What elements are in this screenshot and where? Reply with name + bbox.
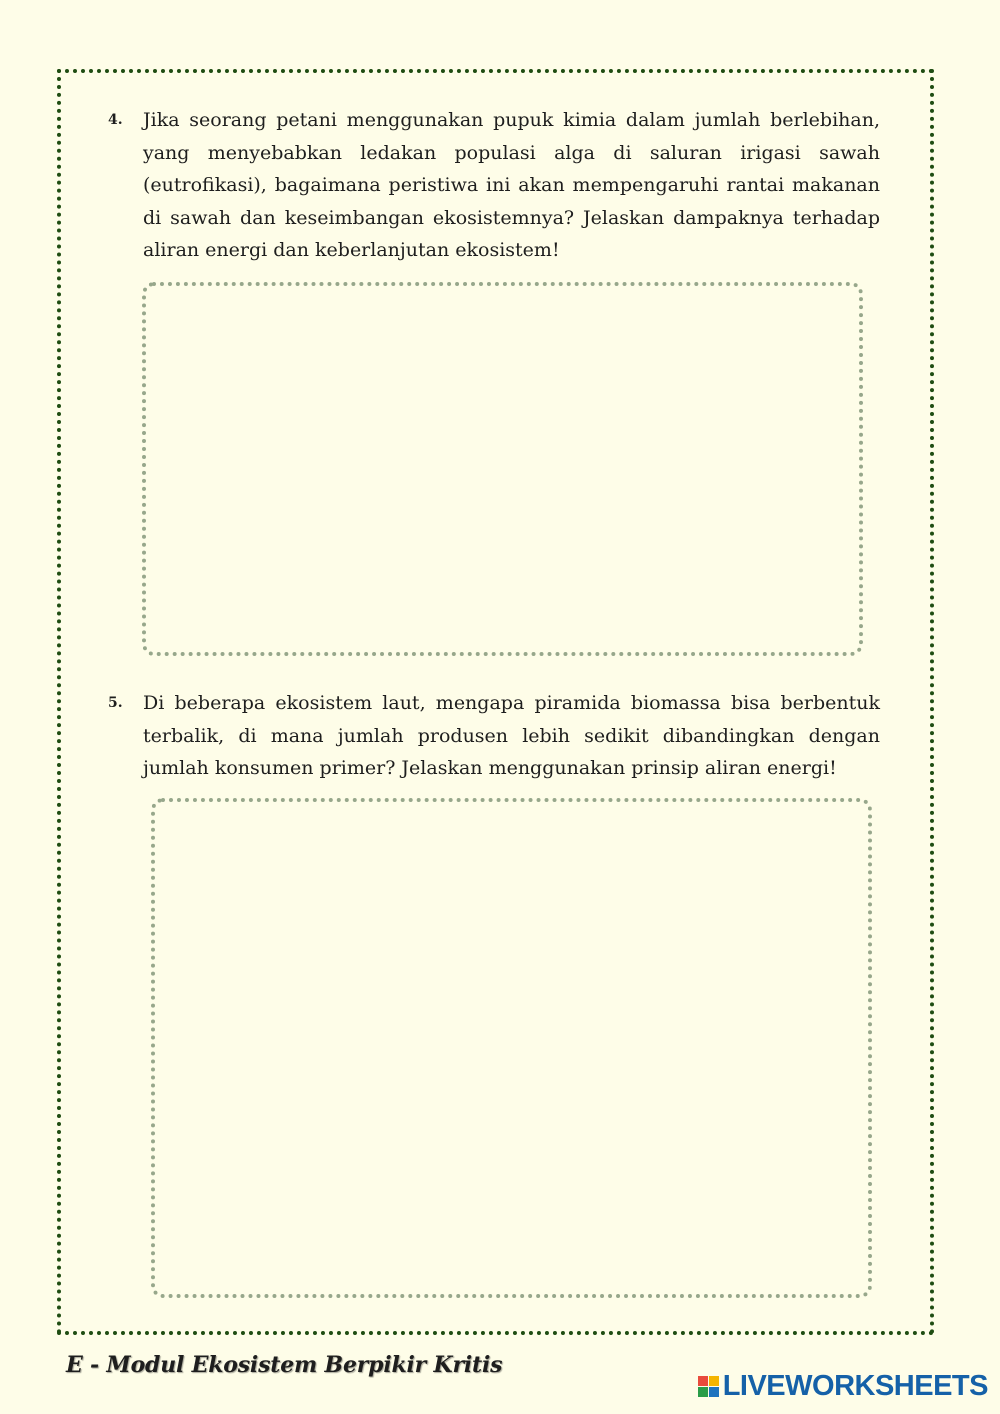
logo-square-green [698,1387,708,1397]
brand-name: LIVEWORKSHEETS [722,1370,988,1402]
question-4 [108,104,880,267]
question-5 [108,687,880,785]
question-text: Jika seorang petani menggunakan pupuk kimia dalam jumlah berlebihan, yang menyebabkan ledakan populasi alga di saluran irigasi sawah (eutrofikasi), bagaimana peristiwa ini akan mempengaruhi rantai makanan di sawah dan keseimbangan ekosistemnya? Jelaskan dampaknya terhadap aliran energi dan keberlanjutan ekosistem! [143,109,880,261]
liveworksheets-logo-icon [698,1376,719,1397]
answer-box-4[interactable] [142,282,863,656]
logo-square-red [698,1376,708,1386]
question-number: 5. [108,695,123,711]
logo-square-blue [709,1387,719,1397]
liveworksheets-brand[interactable] [698,1372,988,1401]
answer-box-5[interactable] [151,798,872,1298]
question-number: 4. [108,112,123,128]
question-text: Di beberapa ekosistem laut, mengapa piramida biomassa bisa berbentuk terbalik, di mana jumlah produsen lebih sedikit dibandingkan dengan jumlah konsumen primer? Jelaskan menggunakan prinsip aliran energi! [143,692,880,779]
footer-module-title: E - Modul Ekosistem Berpikir Kritis [66,1352,503,1378]
logo-square-yellow [709,1376,719,1386]
